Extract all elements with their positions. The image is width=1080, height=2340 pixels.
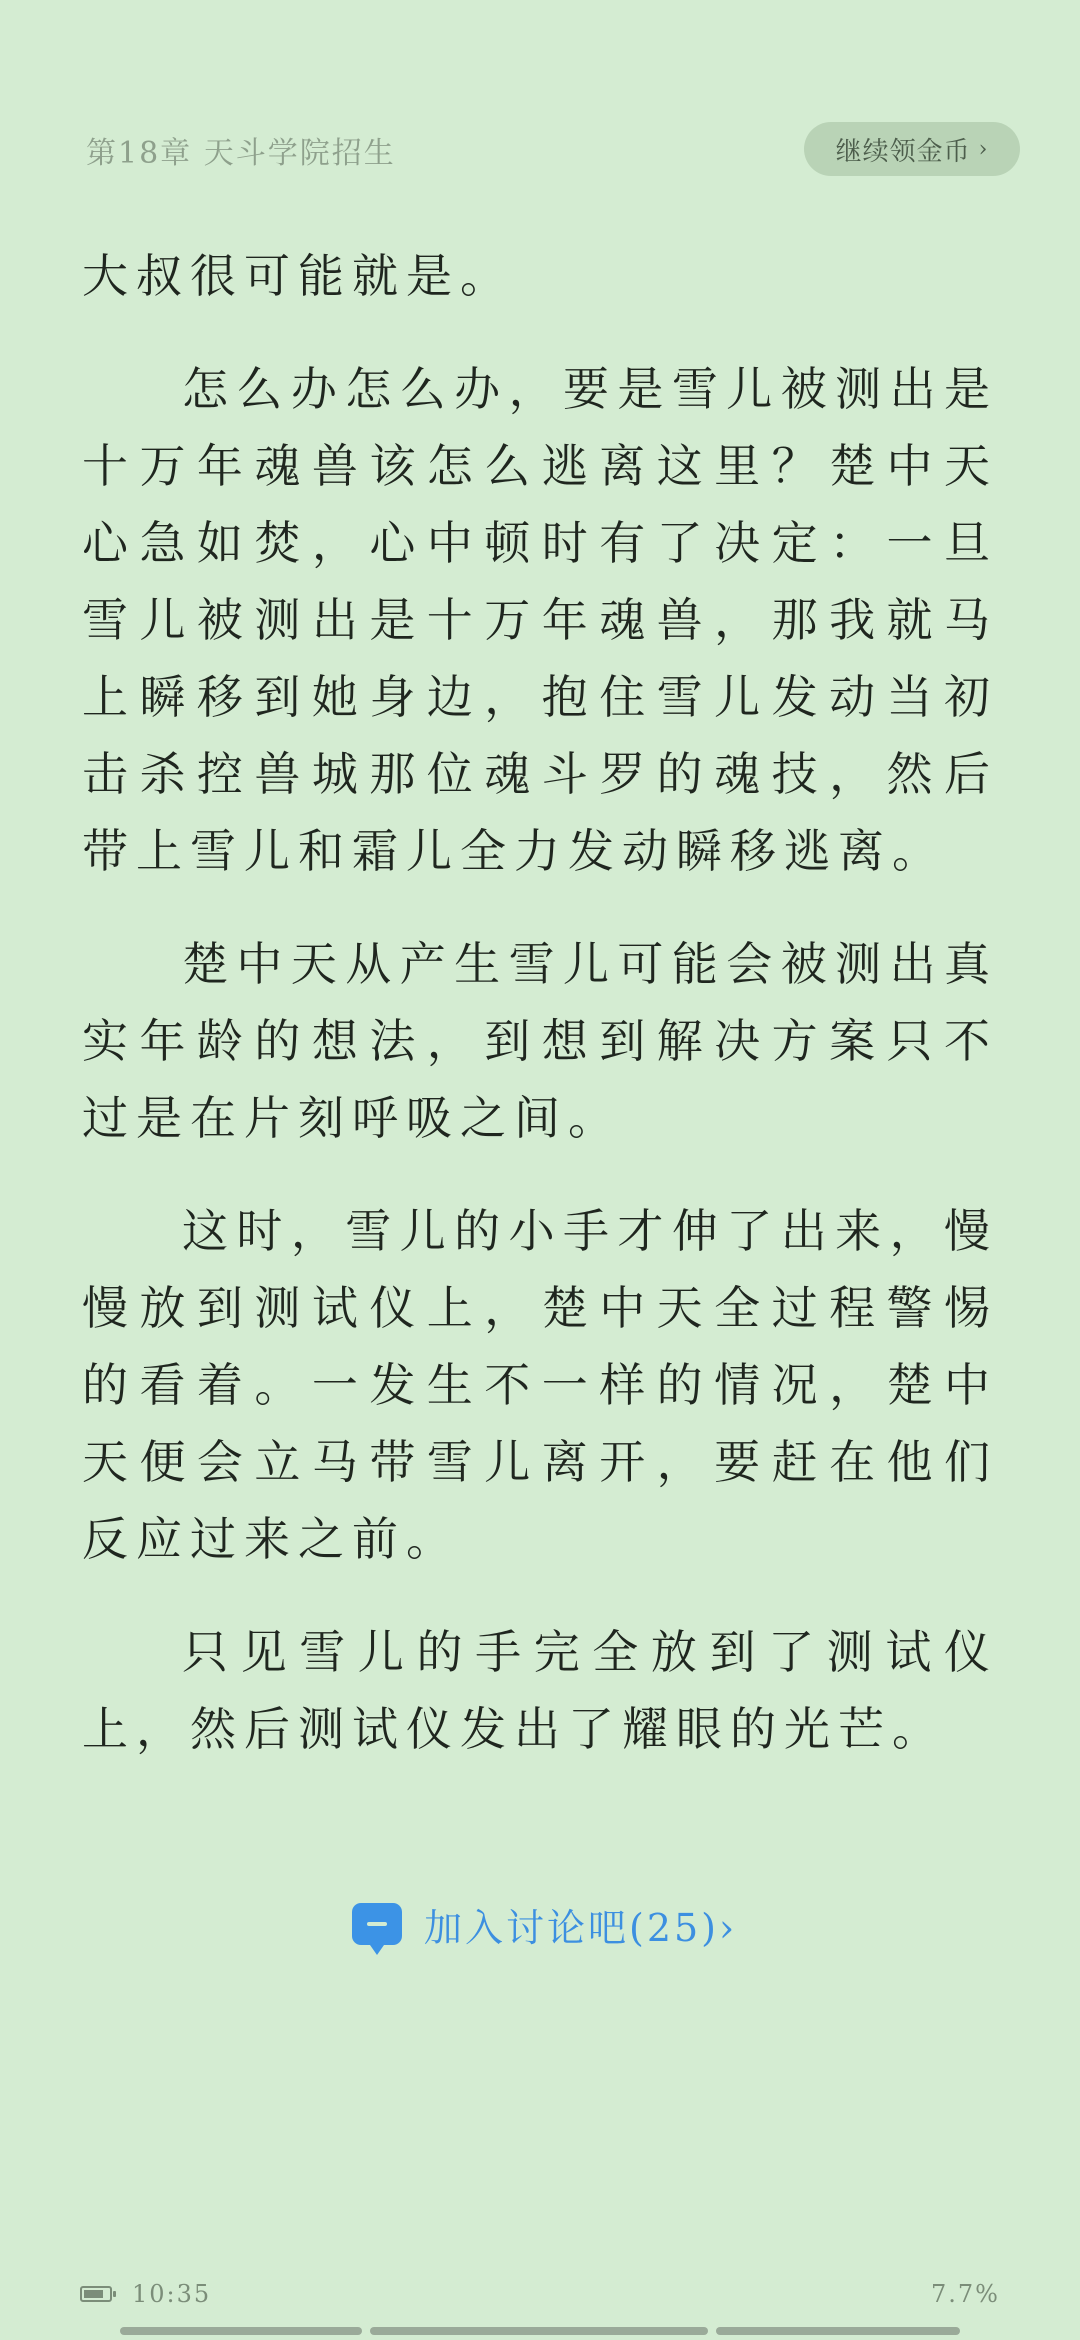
paragraph: 怎么办怎么办，要是雪儿被测出是十万年魂兽该怎么逃离这里？楚中天心急如焚，心中顿时有了决定：一旦雪儿被测出是十万年魂兽，那我就马上瞬移到她身边，抱住雪儿发动当初击杀控兽城那位魂斗罗的魂技，然后带上雪儿和霜儿全力发动瞬移逃离。 bbox=[82, 362, 998, 878]
paragraph: 只见雪儿的手完全放到了测试仪上，然后测试仪发出了耀眼的光芒。 bbox=[82, 1625, 998, 1756]
join-discussion-label: 加入讨论吧(25)› bbox=[424, 1905, 738, 1950]
indicator-segment bbox=[370, 2327, 708, 2335]
chevron-right-icon: › bbox=[978, 136, 989, 162]
page-indicator bbox=[0, 2327, 1080, 2335]
clock-time: 10:35 bbox=[132, 2280, 212, 2308]
reader-header bbox=[0, 0, 1080, 220]
battery-icon bbox=[80, 2286, 112, 2302]
reading-progress: 7.7% bbox=[931, 2280, 1000, 2308]
paragraph: 大叔很可能就是。 bbox=[82, 249, 514, 303]
join-discussion-link[interactable] bbox=[352, 1896, 737, 1952]
paragraph: 楚中天从产生雪儿可能会被测出真实年龄的想法，到想到解决方案只不过是在片刻呼吸之间。 bbox=[82, 937, 998, 1145]
chapter-title: 第18章 天斗学院招生 bbox=[86, 136, 396, 171]
indicator-segment bbox=[120, 2327, 362, 2335]
comment-bubble-icon bbox=[352, 1903, 402, 1945]
chapter-text[interactable] bbox=[82, 238, 998, 1804]
continue-coins-button[interactable] bbox=[804, 122, 1020, 176]
coin-button-label: 继续领金币 bbox=[835, 136, 971, 167]
paragraph: 这时，雪儿的小手才伸了出来，慢慢放到测试仪上，楚中天全过程警惕的看着。一发生不一样的情况，楚中天便会立马带雪儿离开，要赶在他们反应过来之前。 bbox=[82, 1204, 998, 1566]
indicator-segment bbox=[716, 2327, 960, 2335]
